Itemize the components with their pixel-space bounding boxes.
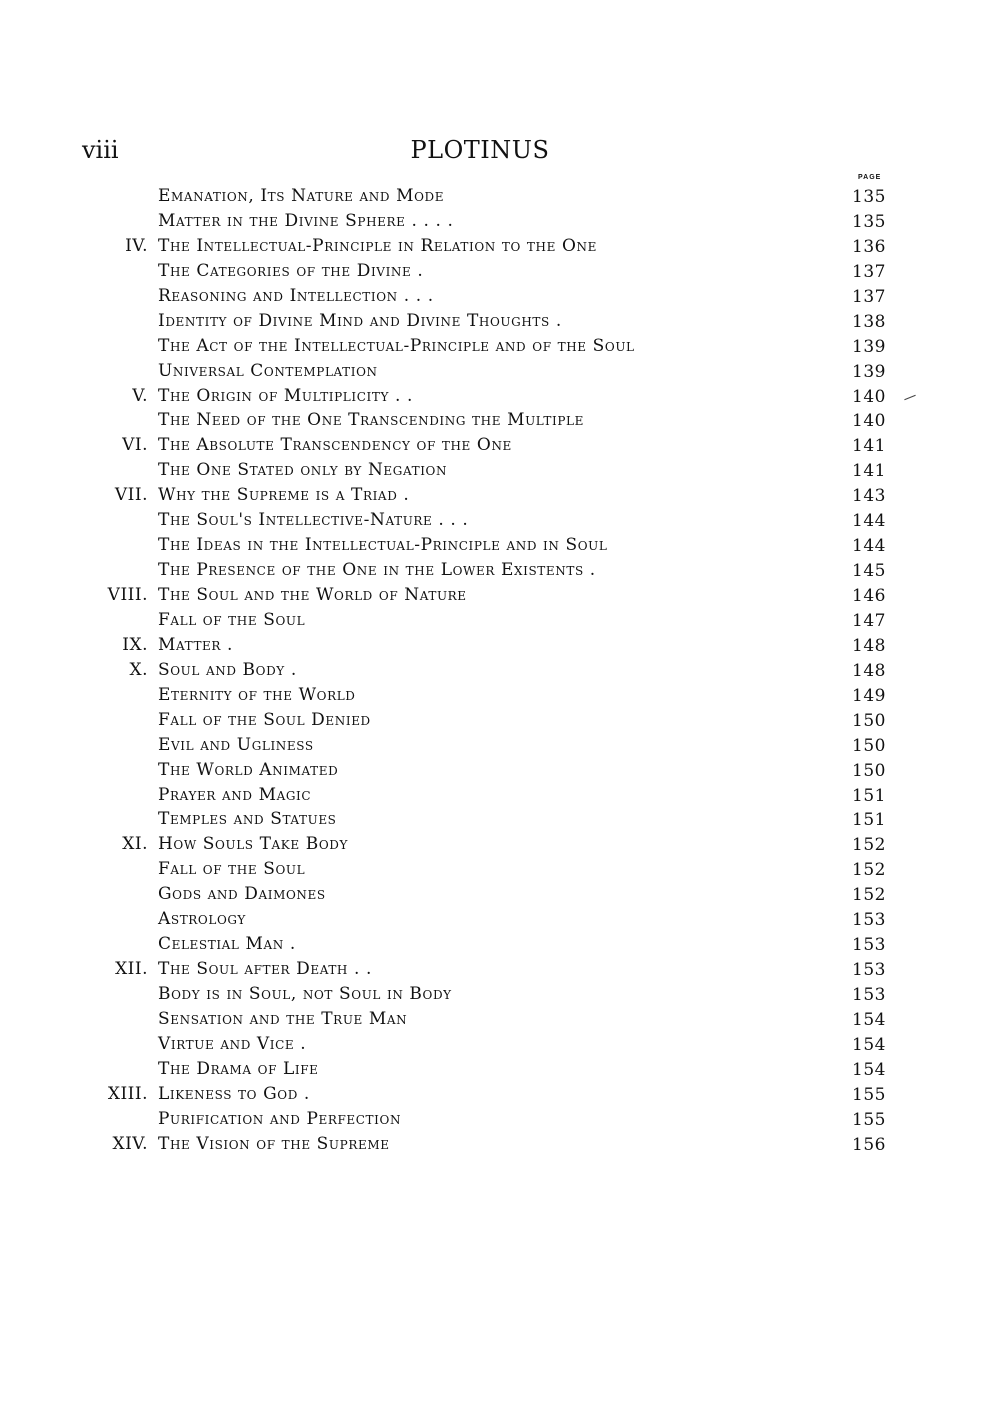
entry-page: 148 (852, 660, 886, 681)
toc-row (0, 884, 1000, 909)
entry-page: 154 (852, 1034, 886, 1055)
entry-title: The Presence of the One in the Lower Existents . (158, 560, 596, 581)
toc-row (0, 1109, 1000, 1134)
entry-page: 153 (852, 960, 886, 981)
toc-row (0, 460, 1000, 485)
entry-page: 143 (852, 486, 886, 507)
entry-title: Astrology (158, 909, 246, 930)
entry-title: The Soul's Intellective-Nature . . . (158, 510, 469, 531)
toc-row (0, 685, 1000, 710)
entry-page: 137 (852, 286, 886, 307)
toc-row (0, 1134, 1000, 1159)
entry-page: 154 (852, 1059, 886, 1080)
toc-row (0, 809, 1000, 834)
entry-title: How Souls Take Body (158, 834, 348, 855)
toc-row (0, 959, 1000, 984)
page-number: viii (82, 136, 119, 164)
entry-page: 147 (852, 610, 886, 631)
entry-page: 155 (852, 1109, 886, 1130)
entry-title: The One Stated only by Negation (158, 460, 448, 481)
entry-title: Universal Contemplation (158, 360, 378, 381)
entry-title: Gods and Daimones (158, 884, 326, 905)
toc-row (0, 186, 1000, 211)
entry-title: Virtue and Vice . (158, 1033, 307, 1054)
entry-page: 138 (852, 311, 886, 332)
entry-page: 144 (852, 511, 886, 532)
toc-row (0, 336, 1000, 361)
entry-title: Likeness to God . (158, 1083, 310, 1104)
toc-row (0, 435, 1000, 460)
entry-page: 155 (852, 1084, 886, 1105)
toc-row (0, 1059, 1000, 1084)
entry-title: The Origin of Multiplicity . . (158, 385, 413, 406)
entry-page: 140 (852, 386, 886, 407)
toc-row (0, 261, 1000, 286)
entry-title: The World Animated (158, 759, 339, 780)
entry-page: 156 (852, 1134, 886, 1155)
entry-title: Fall of the Soul (158, 859, 306, 880)
entry-title: Identity of Divine Mind and Divine Thoughts . (158, 310, 562, 331)
entry-title: Fall of the Soul Denied (158, 709, 371, 730)
entry-page: 153 (852, 910, 886, 931)
running-title: PLOTINUS (410, 136, 550, 164)
entry-page: 150 (852, 760, 886, 781)
toc-row (0, 859, 1000, 884)
entry-page: 145 (852, 561, 886, 582)
entry-page: 149 (852, 685, 886, 706)
toc-row (0, 785, 1000, 810)
entry-page: 135 (852, 211, 886, 232)
chapter-numeral: IV. (125, 235, 148, 256)
entry-page: 152 (852, 860, 886, 881)
entry-page: 153 (852, 985, 886, 1005)
chapter-numeral: XIV. (112, 1133, 148, 1154)
toc-row (0, 560, 1000, 585)
toc-row (0, 909, 1000, 934)
entry-title: Matter . (158, 634, 234, 655)
entry-title: Fall of the Soul (158, 609, 306, 630)
entry-page: 152 (852, 835, 886, 856)
toc-row (0, 386, 1000, 411)
entry-title: Body is in Soul, not Soul in Body (158, 984, 452, 1004)
chapter-numeral: XII. (115, 959, 148, 980)
entry-page: 141 (852, 461, 886, 482)
entry-title: Reasoning and Intellection . . . (158, 285, 434, 306)
toc-row (0, 361, 1000, 386)
chapter-numeral: XI. (122, 834, 148, 855)
toc-row (0, 660, 1000, 685)
entry-title: Soul and Body . (158, 659, 297, 680)
entry-title: Matter in the Divine Sphere . . . . (158, 210, 454, 231)
toc-row (0, 211, 1000, 236)
entry-page: 150 (852, 735, 886, 756)
entry-title: The Intellectual-Principle in Relation to the One (158, 235, 597, 256)
chapter-numeral: VI. (122, 435, 148, 456)
entry-title: The Vision of the Supreme (158, 1133, 390, 1154)
entry-title: Why the Supreme is a Triad . (158, 485, 410, 506)
toc-row (0, 610, 1000, 635)
entry-page: 151 (852, 785, 886, 806)
toc-row (0, 535, 1000, 560)
chapter-numeral: VII. (114, 485, 148, 506)
toc-row (0, 410, 1000, 435)
entry-title: The Need of the One Transcending the Multiple (158, 410, 584, 431)
entry-page: 140 (852, 411, 886, 432)
entry-title: Eternity of the World (158, 684, 356, 705)
entry-page: 137 (852, 261, 886, 282)
entry-title: Purification and Perfection (158, 1108, 402, 1129)
entry-title: The Drama of Life (158, 1058, 319, 1079)
chapter-numeral: VIII. (107, 585, 148, 605)
toc-row (0, 934, 1000, 959)
toc-row (0, 635, 1000, 660)
entry-page: 136 (852, 236, 886, 257)
entry-title: The Absolute Transcendency of the One (158, 435, 512, 456)
entry-title: Sensation and the True Man (158, 1008, 408, 1029)
entry-page: 154 (852, 1009, 886, 1030)
entry-title: The Act of the Intellectual-Principle and of the Soul (158, 335, 635, 356)
chapter-numeral: V. (132, 385, 148, 406)
table-of-contents (0, 186, 1000, 1159)
toc-row (0, 485, 1000, 510)
entry-page: 139 (852, 336, 886, 357)
toc-row (0, 834, 1000, 859)
entry-title: The Soul and the World of Nature (158, 585, 467, 605)
entry-page: 141 (852, 436, 886, 457)
entry-title: The Ideas in the Intellectual-Principle and in Soul (158, 535, 608, 556)
chapter-numeral: IX. (122, 634, 148, 655)
entry-title: Prayer and Magic (158, 784, 312, 805)
entry-page: 150 (852, 710, 886, 731)
toc-row (0, 510, 1000, 535)
toc-row (0, 984, 1000, 1009)
entry-page: 135 (852, 187, 886, 207)
toc-row (0, 710, 1000, 735)
entry-title: Celestial Man . (158, 934, 296, 955)
entry-title: Temples and Statues (158, 809, 337, 830)
entry-page: 148 (852, 635, 886, 656)
toc-row (0, 311, 1000, 336)
entry-title: Evil and Ugliness (158, 734, 314, 755)
toc-row (0, 1084, 1000, 1109)
toc-row (0, 236, 1000, 261)
entry-page: 151 (852, 810, 886, 831)
entry-title: The Soul after Death . . (158, 959, 373, 980)
toc-row (0, 1009, 1000, 1034)
entry-title: The Categories of the Divine . (158, 260, 424, 281)
entry-page: 146 (852, 586, 886, 606)
entry-page: 152 (852, 885, 886, 906)
toc-row (0, 585, 1000, 610)
chapter-numeral: XIII. (107, 1083, 148, 1104)
entry-page: 144 (852, 536, 886, 557)
page-column-label: PAGE (858, 174, 882, 181)
entry-page: 139 (852, 361, 886, 382)
toc-row (0, 735, 1000, 760)
entry-page: 153 (852, 935, 886, 956)
toc-row (0, 760, 1000, 785)
toc-row (0, 1034, 1000, 1059)
chapter-numeral: X. (129, 659, 148, 680)
entry-title: Emanation, Its Nature and Mode (158, 186, 445, 206)
toc-row (0, 286, 1000, 311)
